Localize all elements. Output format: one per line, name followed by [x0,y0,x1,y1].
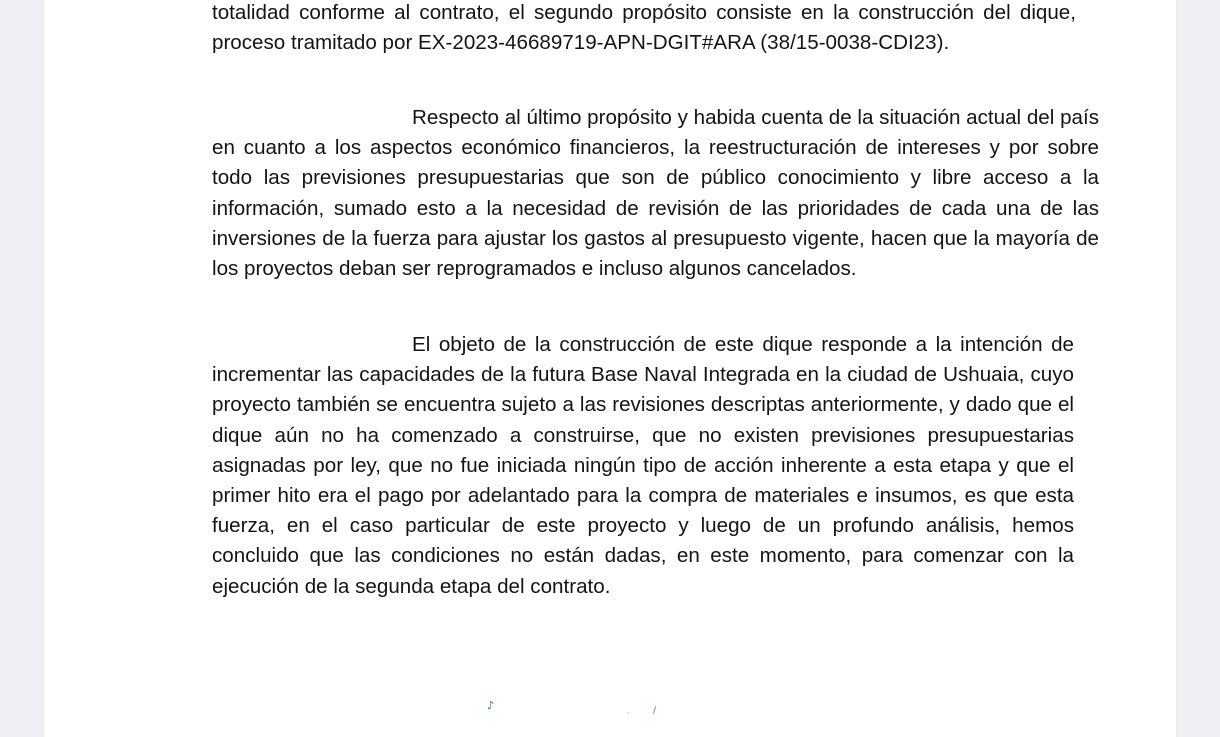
document-page [44,0,1176,737]
paragraph-budget-context [212,103,1099,284]
scan-speck-mark: / [653,706,657,716]
scan-speck-mark: · [627,709,630,718]
paragraph-dique-objective [212,330,1074,602]
scan-speck-mark: ♪ [487,699,495,712]
paragraph-text: Respecto al último propósito y habida cuenta de la situación actual del país en cuanto a los aspectos económico financieros, la reestructuración de intereses y por sobre todo las previsiones presupuestarias que son de público conocimiento y libre acceso a la información, sumado esto a la necesidad de revisión de las prioridades de cada una de las inversiones de la fuerza para ajustar los gastos al presupuesto vigente, hacen que la mayoría de los proyectos deban ser reprogramados e incluso algunos cancelados. [212,106,1099,281]
paragraph-continuation [212,0,1076,58]
paragraph-text: El objeto de la construcción de este dique responde a la intención de incrementar las capacidades de la futura Base Naval Integrada en la ciudad de Ushuaia, cuyo proyecto también se encuentra sujeto a las revisiones descriptas anteriormente, y dado que el dique aún no ha comenzado a construirse, que no existen previsiones presupuestarias asignadas por ley, que no fue iniciada ningún tipo de acción inherente a esta etapa y que el primer hito era el pago por adelantado para la compra de materiales e insumos, es que esta fuerza, en el caso particular de este proyecto y luego de un profundo análisis, hemos concluido que las condiciones no están dadas, en este momento, para comenzar con la ejecución de la segunda etapa del contrato. [212,333,1074,598]
paragraph-text: totalidad conforme al contrato, el segundo propósito consiste en la construcción del dique, proceso tramitado por EX-2023-46689719-APN-DGIT#ARA (38/15-0038-CDI23). [212,1,1076,55]
